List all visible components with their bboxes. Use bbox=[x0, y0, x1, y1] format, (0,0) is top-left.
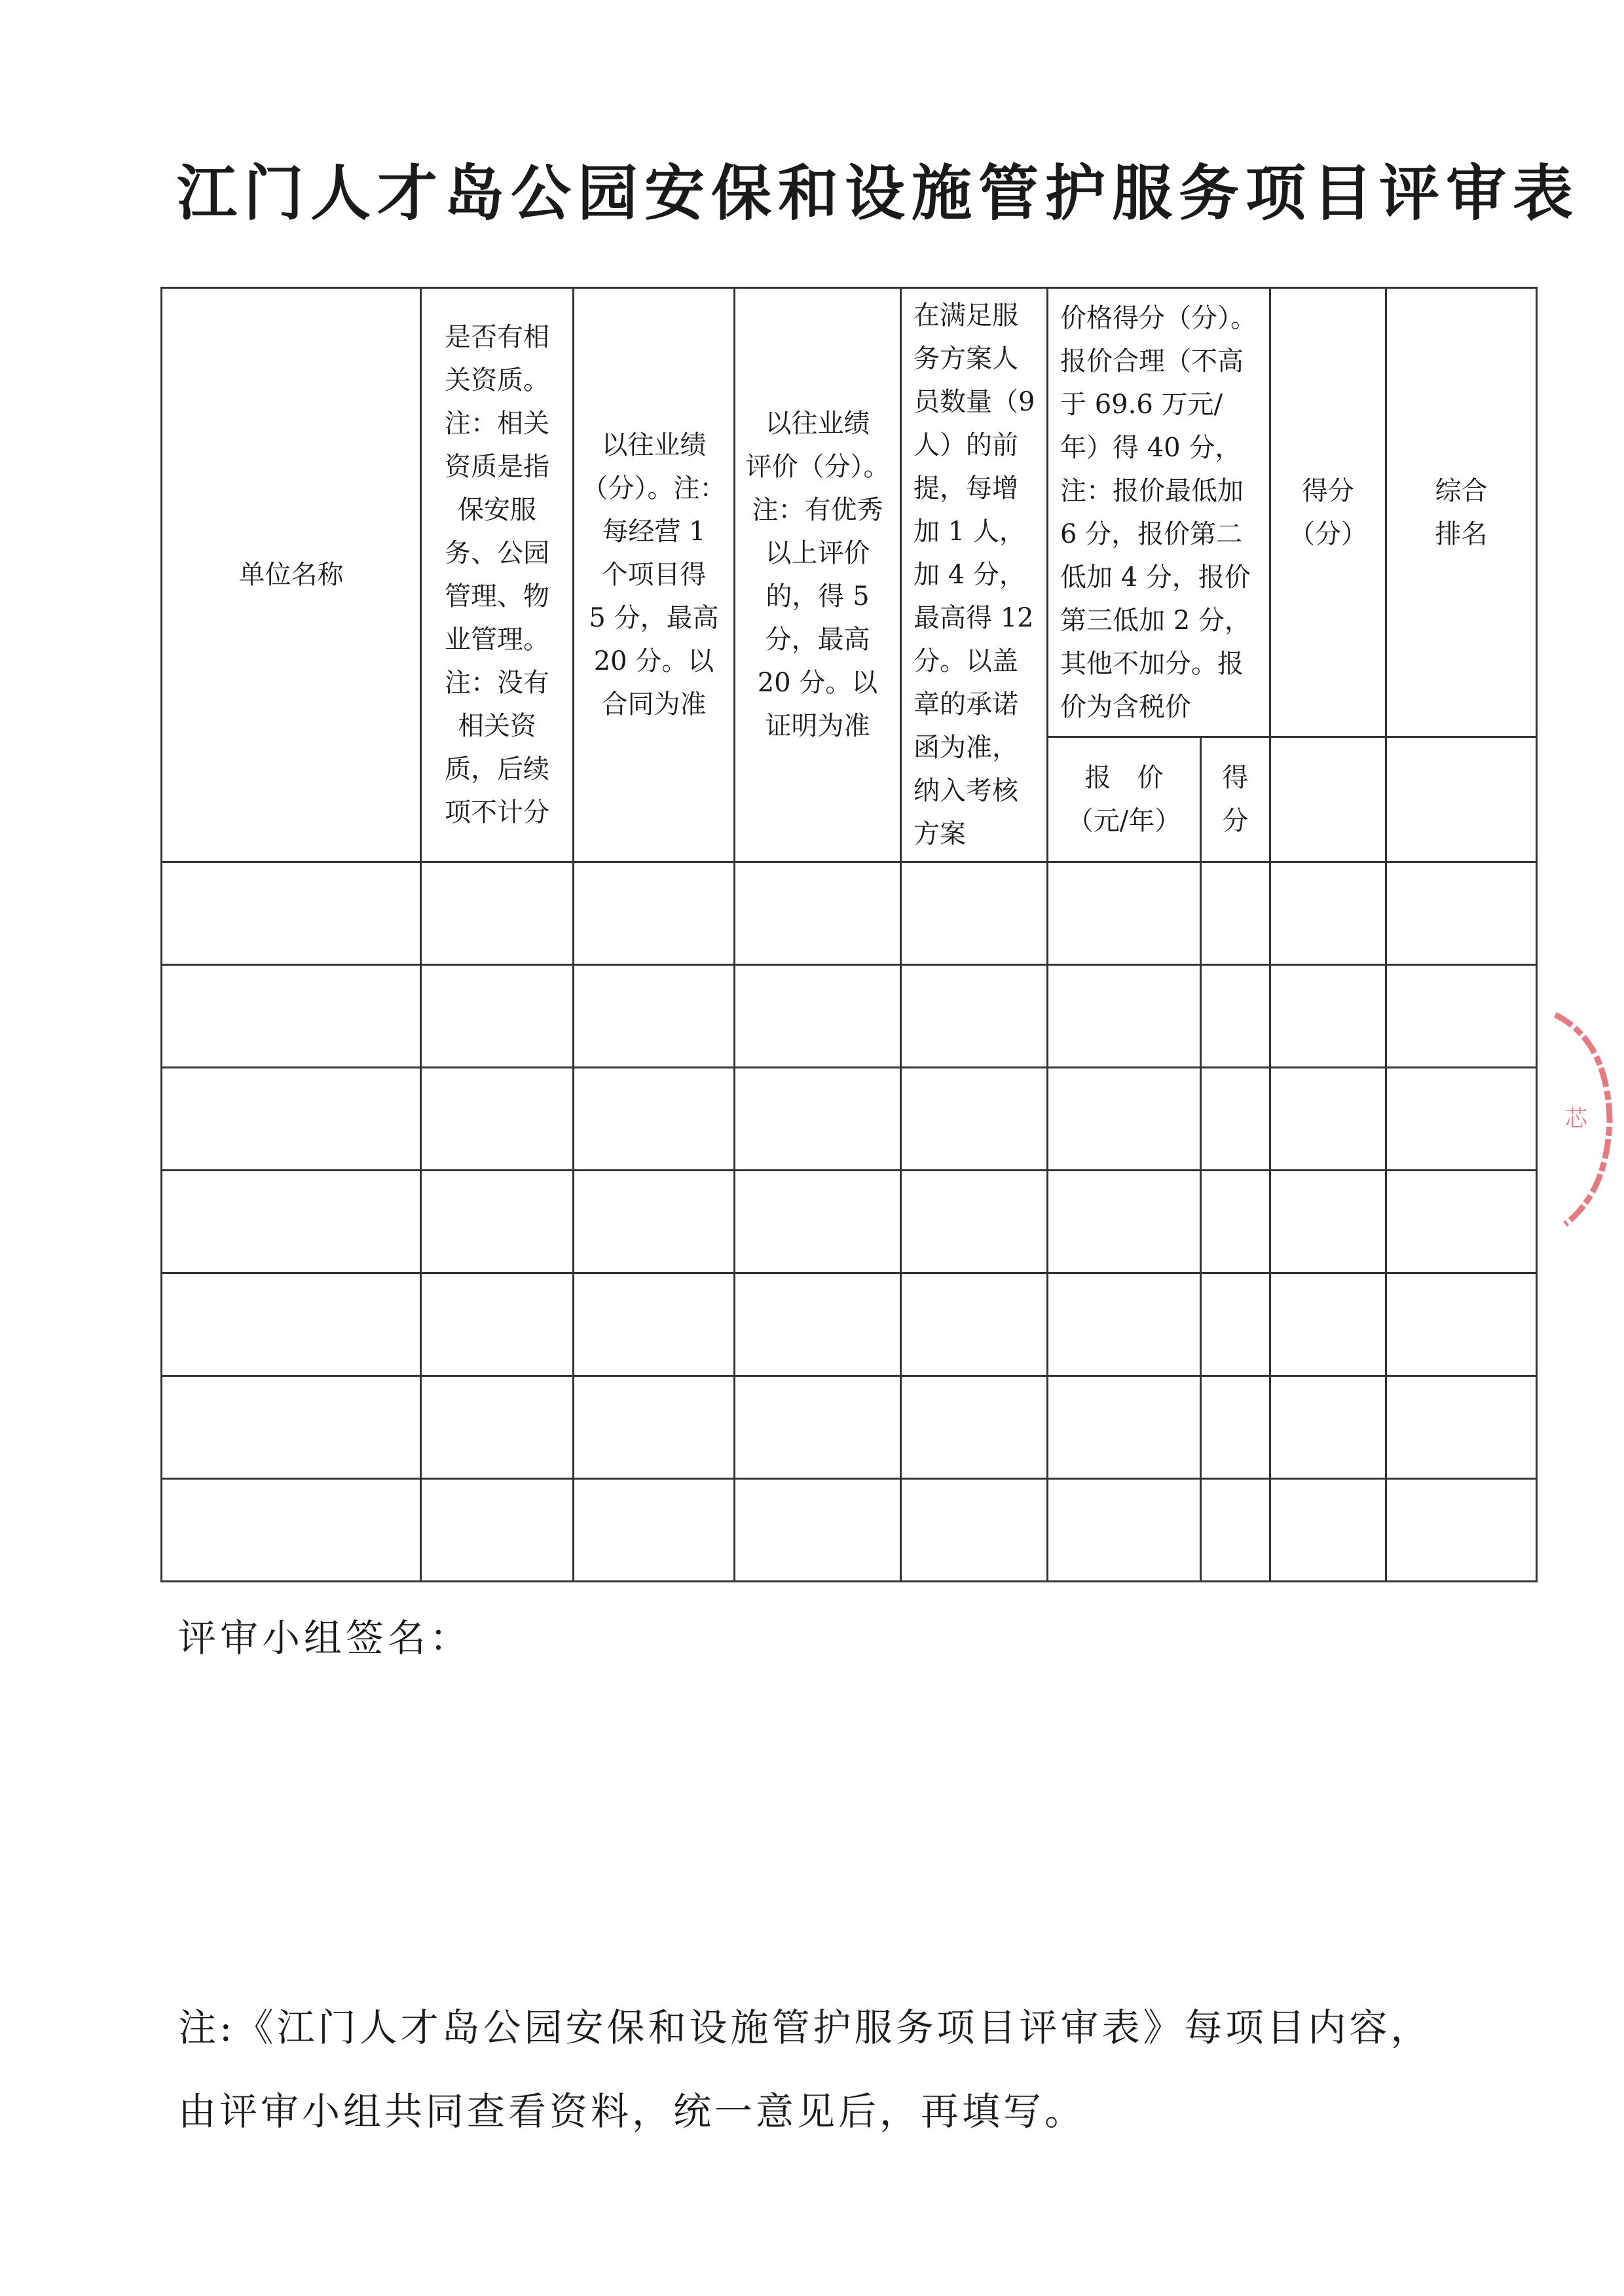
table-cell bbox=[1048, 862, 1201, 965]
table-cell bbox=[421, 965, 574, 1068]
header-ranking bbox=[1386, 288, 1537, 737]
header-text-line: 以往业绩 bbox=[765, 409, 870, 439]
table-cell bbox=[901, 1479, 1048, 1582]
header-text-line: 管理、物 bbox=[445, 581, 549, 611]
table-cell bbox=[1201, 1376, 1270, 1479]
table-cell bbox=[735, 1273, 901, 1376]
header-quote-score bbox=[1201, 737, 1270, 862]
header-text-line: 注：没有 bbox=[445, 668, 549, 698]
red-seal-stamp bbox=[1545, 1002, 1624, 1237]
header-text-line: 资质是指 bbox=[445, 452, 549, 482]
header-text-line: 价格得分（分）。 bbox=[1060, 302, 1257, 333]
header-text-line: 报价合理（不高 bbox=[1060, 346, 1244, 376]
header-text-line: 最高得 12 bbox=[913, 603, 1034, 633]
table-cell bbox=[1270, 1068, 1386, 1171]
header-text-line: （分）。注： bbox=[581, 473, 726, 503]
header-text-line: 纳入考核 bbox=[913, 776, 1018, 806]
header-text-line: 其他不加分。报 bbox=[1060, 648, 1244, 679]
header-text-line: 保安服 bbox=[458, 495, 536, 525]
header-text-line: 排名 bbox=[1435, 519, 1488, 549]
header-text-line: 业管理。 bbox=[445, 625, 549, 655]
header-text-line: 分。以盖 bbox=[913, 646, 1018, 676]
header-text-line: 加 4 分， bbox=[913, 560, 1025, 590]
header-text-line: 分 bbox=[1222, 806, 1249, 836]
header-text-line: 注：相关 bbox=[445, 409, 549, 439]
header-text-line: 低加 4 分，报价 bbox=[1060, 562, 1251, 592]
header-text-line: 质，后续 bbox=[445, 754, 549, 784]
table-cell bbox=[1048, 1068, 1201, 1171]
header-text-line: 每经营 1 bbox=[602, 517, 706, 547]
table-cell bbox=[1270, 1376, 1386, 1479]
header-text-line: 人）的前 bbox=[913, 430, 1018, 460]
document-title: 江门人才岛公园安保和设施管护服务项目评审表 bbox=[177, 158, 1580, 228]
table-cell bbox=[574, 1376, 735, 1479]
table-cell bbox=[1048, 965, 1201, 1068]
header-staffing bbox=[901, 288, 1048, 862]
header-text-line: 务、公园 bbox=[445, 538, 549, 568]
header-performance-evaluation bbox=[735, 288, 901, 862]
header-text-line: 在满足服 bbox=[913, 301, 1018, 331]
header-row bbox=[162, 288, 1537, 737]
table-cell bbox=[574, 1068, 735, 1171]
header-text-line: 相关资 bbox=[458, 711, 536, 741]
table-cell bbox=[1386, 1068, 1537, 1171]
table-cell bbox=[574, 965, 735, 1068]
header-text-line: 分，最高 bbox=[765, 625, 870, 655]
header-text-line: 证明为准 bbox=[765, 711, 870, 741]
header-text-line: 加 1 人， bbox=[913, 517, 1025, 547]
header-text-line: 提，每增 bbox=[913, 473, 1018, 503]
header-text-line: 函为准， bbox=[913, 733, 1018, 763]
table-cell bbox=[1270, 1171, 1386, 1273]
header-text-line: （元/年） bbox=[1067, 806, 1181, 836]
header-score-blank bbox=[1270, 737, 1386, 862]
table-cell bbox=[1201, 1273, 1270, 1376]
table-cell bbox=[574, 862, 735, 965]
table-cell bbox=[901, 965, 1048, 1068]
table-cell bbox=[162, 1479, 421, 1582]
header-text-line: 关资质。 bbox=[445, 365, 549, 395]
table-cell bbox=[1386, 965, 1537, 1068]
table-cell bbox=[1386, 862, 1537, 965]
table-cell bbox=[162, 1171, 421, 1273]
table-cell bbox=[1048, 1376, 1201, 1479]
table-cell bbox=[1270, 1273, 1386, 1376]
table-cell bbox=[735, 1479, 901, 1582]
header-quote bbox=[1048, 737, 1201, 862]
table-row bbox=[162, 862, 1537, 965]
table-cell bbox=[421, 1273, 574, 1376]
table-cell bbox=[1201, 1479, 1270, 1582]
table-cell bbox=[901, 1068, 1048, 1171]
table-cell bbox=[421, 1068, 574, 1171]
table-cell bbox=[1048, 1479, 1201, 1582]
table-cell bbox=[1201, 1171, 1270, 1273]
note-line-1: 注:《江门人才岛公园安保和设施管护服务项目评审表》每项目内容， bbox=[178, 2005, 1432, 2050]
table-cell bbox=[1201, 862, 1270, 965]
table-cell bbox=[901, 1171, 1048, 1273]
header-text-line: 报 价 bbox=[1084, 763, 1164, 793]
table-row bbox=[162, 1479, 1537, 1582]
table-row bbox=[162, 965, 1537, 1068]
table-cell bbox=[1201, 1068, 1270, 1171]
table-cell bbox=[162, 1376, 421, 1479]
note-line-2: 由评审小组共同查看资料，统一意见后，再填写。 bbox=[178, 2089, 1086, 2134]
table-cell bbox=[1270, 862, 1386, 965]
table-cell bbox=[162, 862, 421, 965]
review-table bbox=[160, 287, 1538, 1582]
header-past-performance bbox=[574, 288, 735, 862]
header-text-line: 的，得 5 bbox=[766, 581, 870, 611]
header-text-line: 单位名称 bbox=[238, 560, 344, 590]
header-text-line: 注：有优秀 bbox=[752, 495, 883, 525]
table-cell bbox=[735, 1376, 901, 1479]
header-qualification bbox=[421, 288, 574, 862]
header-text-line: 以往业绩 bbox=[601, 430, 707, 460]
header-text-line: 章的承诺 bbox=[913, 689, 1018, 720]
header-text-line: 员数量（9 bbox=[913, 387, 1035, 417]
header-text-line: 是否有相 bbox=[445, 322, 549, 352]
table-row bbox=[162, 1171, 1537, 1273]
table-cell bbox=[574, 1171, 735, 1273]
table-cell bbox=[421, 1376, 574, 1479]
header-text-line: 个项目得 bbox=[601, 560, 707, 590]
table-cell bbox=[735, 965, 901, 1068]
header-text-line: 年）得 40 分， bbox=[1060, 432, 1242, 463]
table-cell bbox=[901, 862, 1048, 965]
table-cell bbox=[162, 965, 421, 1068]
header-text-line: 综合 bbox=[1435, 475, 1488, 506]
table-row bbox=[162, 1068, 1537, 1171]
header-text-line: 于 69.6 万元/ bbox=[1060, 389, 1223, 420]
table-cell bbox=[1270, 965, 1386, 1068]
table-cell bbox=[421, 862, 574, 965]
table-cell bbox=[735, 862, 901, 965]
header-ranking-blank bbox=[1386, 737, 1537, 862]
header-text-line: 第三低加 2 分， bbox=[1060, 605, 1251, 636]
header-text-line: 价为含税价 bbox=[1060, 691, 1191, 722]
header-unit-name bbox=[162, 288, 421, 862]
table-cell bbox=[735, 1068, 901, 1171]
table-cell bbox=[1270, 1479, 1386, 1582]
header-text-line: 合同为准 bbox=[601, 689, 707, 720]
header-text-line: 项不计分 bbox=[445, 797, 549, 828]
table-cell bbox=[901, 1376, 1048, 1479]
header-price-score bbox=[1048, 288, 1270, 737]
table-cell bbox=[1386, 1479, 1537, 1582]
svg-text:芯: 芯 bbox=[1565, 1106, 1587, 1132]
table-cell bbox=[735, 1171, 901, 1273]
header-text-line: 得 bbox=[1222, 763, 1249, 793]
header-text-line: 以上评价 bbox=[765, 538, 870, 568]
header-score bbox=[1270, 288, 1386, 737]
header-text-line: 评价（分）。 bbox=[745, 452, 890, 482]
header-text-line: 6 分，报价第二 bbox=[1060, 519, 1243, 549]
header-text-line: 20 分。以 bbox=[593, 646, 714, 676]
table-cell bbox=[162, 1273, 421, 1376]
header-text-line: （分） bbox=[1289, 519, 1367, 549]
table-cell bbox=[1386, 1273, 1537, 1376]
table-cell bbox=[1386, 1376, 1537, 1479]
table-cell bbox=[574, 1479, 735, 1582]
table-row bbox=[162, 1376, 1537, 1479]
table-cell bbox=[1048, 1273, 1201, 1376]
table-cell bbox=[421, 1479, 574, 1582]
header-text-line: 务方案人 bbox=[913, 344, 1018, 374]
header-text-line: 得分 bbox=[1302, 475, 1354, 506]
table-cell bbox=[421, 1171, 574, 1273]
header-text-line: 方案 bbox=[913, 819, 966, 849]
table-cell bbox=[1386, 1171, 1537, 1273]
header-text-line: 5 分，最高 bbox=[589, 603, 719, 633]
signature-label: 评审小组签名： bbox=[178, 1616, 472, 1660]
table-cell bbox=[1048, 1171, 1201, 1273]
table-cell bbox=[162, 1068, 421, 1171]
table-cell bbox=[901, 1273, 1048, 1376]
header-text-line: 注：报价最低加 bbox=[1060, 475, 1244, 506]
table-cell bbox=[1201, 965, 1270, 1068]
table-row bbox=[162, 1273, 1537, 1376]
header-text-line: 20 分。以 bbox=[757, 668, 878, 698]
table-cell bbox=[574, 1273, 735, 1376]
